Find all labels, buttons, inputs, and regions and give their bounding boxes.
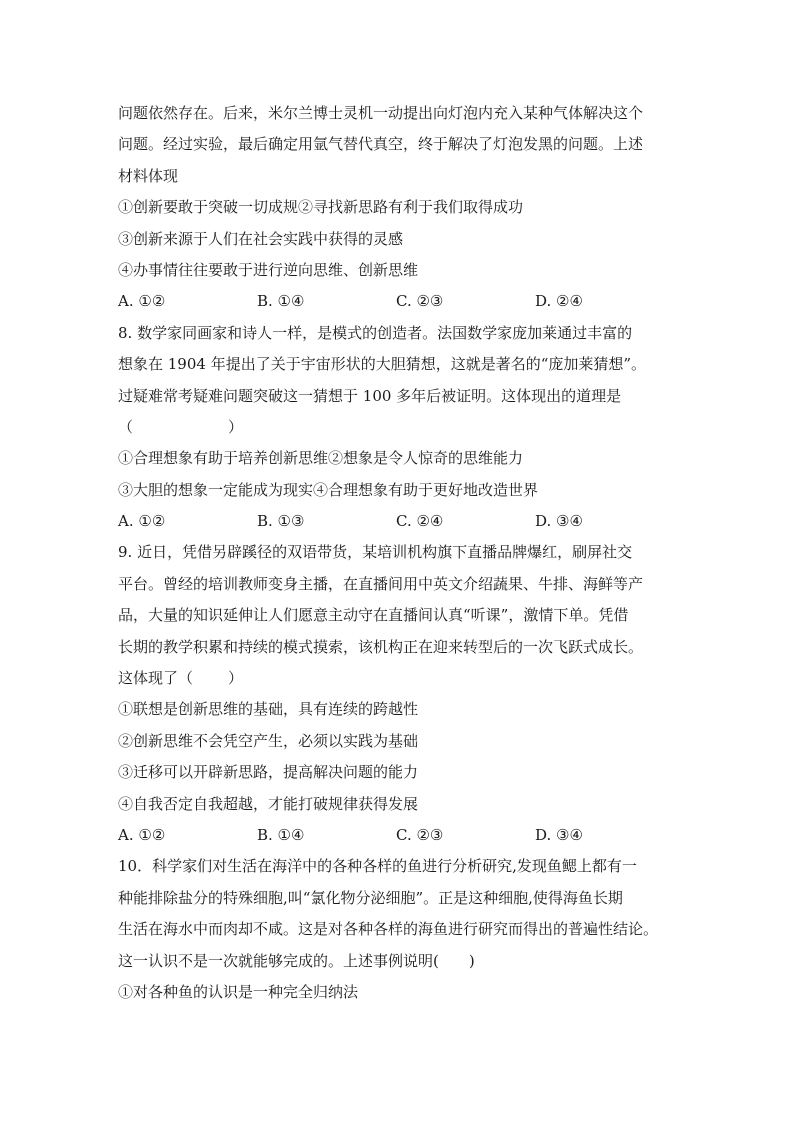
q8-answer-paren (118, 412, 688, 443)
q8-line-1: 8. 数学家同画家和诗人一样，是模式的创造者。法国数学家庞加莱通过丰富的 (118, 323, 633, 342)
q9-line-2: 平台。曾经的培训教师变身主播，在直播间用中英文介绍蔬果、牛排、海鲜等产 (118, 574, 644, 593)
q8-paren-close: ） (228, 417, 244, 436)
q10-line-2: 种能排除盐分的特殊细胞,叫“氯化物分泌细胞”。正是这种细胞,使得海鱼长期 (118, 888, 623, 907)
q7-line-2: 问题。经过实验，最后确定用氩气替代真空，终于解决了灯泡发黑的问题。上述 (118, 135, 644, 154)
q10-line-1: 10．科学家们对生活在海洋中的各种各样的鱼进行分析研究,发现鱼鳃上都有一 (118, 857, 637, 876)
q9-option-a[interactable]: A. ①② (118, 825, 166, 844)
q9-statement-1: ①联想是创新思维的基础，具有连续的跨越性 (118, 700, 419, 719)
q9-statement-2: ②创新思维不会凭空产生，必须以实践为基础 (118, 731, 419, 750)
q8-paren-open: （ (118, 417, 134, 436)
q8-option-d[interactable]: D. ③④ (535, 512, 583, 531)
q9-option-d[interactable]: D. ③④ (535, 825, 583, 844)
q7-line-3: 材料体现 (118, 166, 179, 185)
q8-option-b[interactable]: B. ①③ (257, 512, 305, 531)
q8-option-c[interactable]: C. ②④ (396, 512, 444, 531)
q8-statement-2: ③大胆的想象一定能成为现实④合理想象有助于更好地改造世界 (118, 480, 539, 499)
q7-option-d[interactable]: D. ②④ (535, 292, 583, 311)
q9-statement-4: ④自我否定自我超越，才能打破规律获得发展 (118, 794, 419, 813)
q9-line-4: 长期的教学积累和持续的模式摸索，该机构正在迎来转型后的一次飞跃式成长。 (118, 637, 644, 656)
q7-option-c[interactable]: C. ②③ (396, 292, 444, 311)
q8-option-a[interactable]: A. ①② (118, 512, 166, 531)
q7-option-a[interactable]: A. ①② (118, 292, 166, 311)
q10-line-4: 这一认识不是一次就能够完成的。上述事例说明( ) (118, 951, 475, 970)
document-body (118, 98, 688, 1008)
q10-statement-1: ①对各种鱼的认识是一种完全归纳法 (118, 982, 359, 1001)
q10-line-3: 生活在海水中而肉却不咸。这是对各种各样的海鱼进行研究而得出的普遍性结论。 (118, 920, 659, 939)
q9-options (118, 820, 688, 851)
q9-paren-close: ） (228, 669, 244, 688)
q7-statement-3: ④办事情往往要敢于进行逆向思维、创新思维 (118, 260, 419, 279)
q9-option-c[interactable]: C. ②③ (396, 825, 444, 844)
q8-line-2: 想象在 1904 年提出了关于宇宙形状的大胆猜想，这就是著名的“庞加莱猜想”。 (118, 355, 647, 374)
q9-statement-3: ③迁移可以开辟新思路，提高解决问题的能力 (118, 763, 419, 782)
q8-statement-1: ①合理想象有助于培养创新思维②想象是令人惊奇的思维能力 (118, 449, 524, 468)
q7-option-b[interactable]: B. ①④ (257, 292, 305, 311)
q7-line-1: 问题依然存在。后来，米尔兰博士灵机一动提出向灯泡内充入某种气体解决这个 (118, 104, 644, 122)
q9-last-line-text: 这体现了（ (118, 669, 194, 688)
q9-option-b[interactable]: B. ①④ (257, 825, 305, 844)
q7-options (118, 286, 688, 317)
q7-statement-1: ①创新要敢于突破一切成规②寻找新思路有利于我们取得成功 (118, 198, 524, 217)
q8-line-3: 过疑难常考疑难问题突破这一猜想于 100 多年后被证明。这体现出的道理是 (118, 386, 622, 405)
q9-line-1: 9. 近日，凭借另辟蹊径的双语带货，某培训机构旗下直播品牌爆红，刷屏社交 (118, 543, 633, 562)
q9-line-5 (118, 663, 688, 694)
q8-options (118, 506, 688, 537)
q9-line-3: 品，大量的知识延伸让人们愿意主动守在直播间认真“听课”，激情下单。凭借 (118, 606, 629, 625)
q7-statement-2: ③创新来源于人们在社会实践中获得的灵感 (118, 229, 404, 248)
